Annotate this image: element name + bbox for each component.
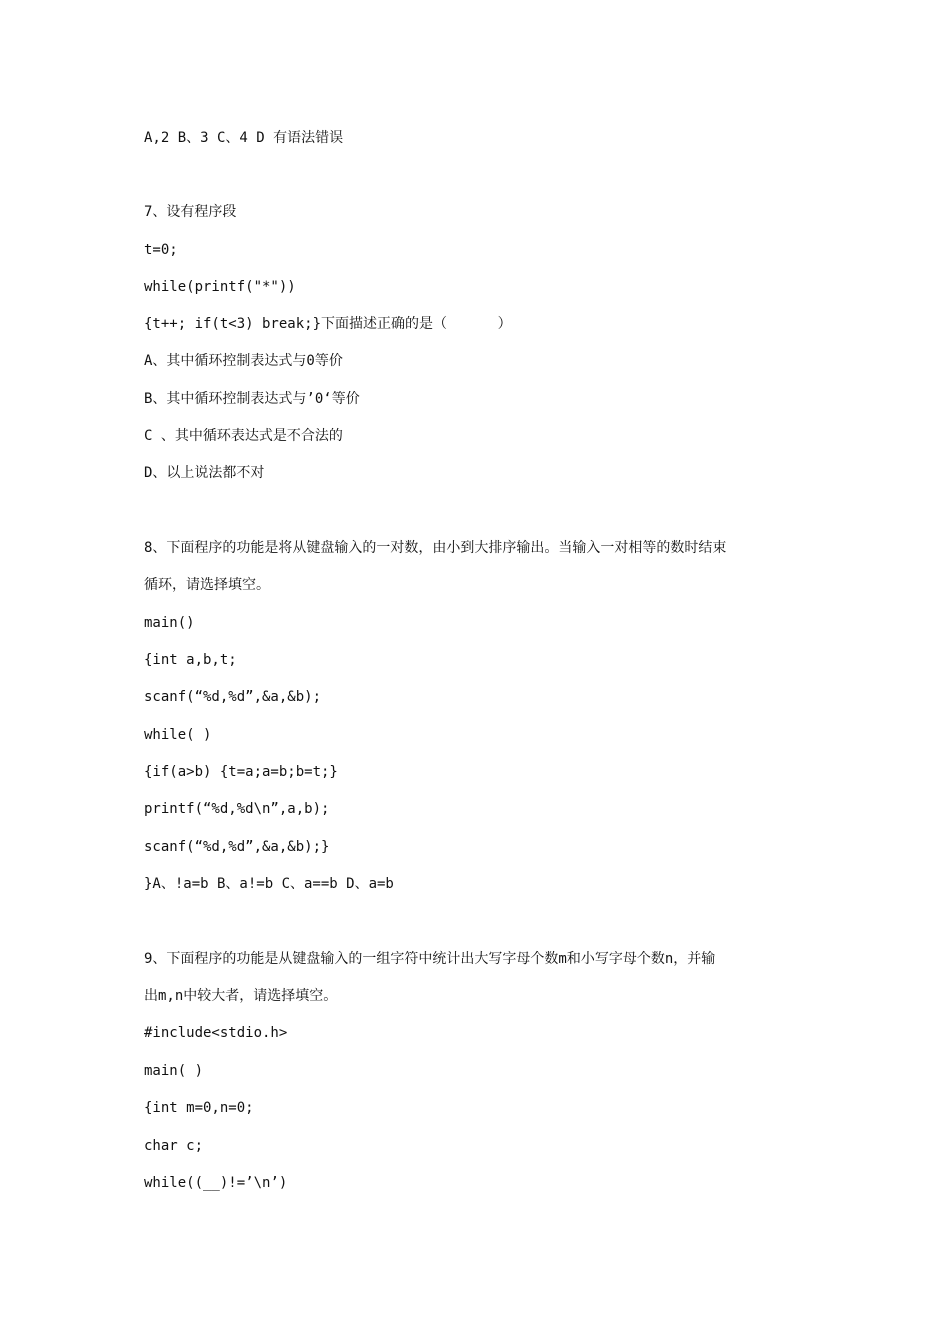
code-line: while( ) <box>144 727 212 743</box>
code-line: {t++; if(t<3) break;}下面描述正确的是（ ） <box>144 316 512 332</box>
code-line: #include<stdio.h> <box>144 1025 288 1041</box>
code-line: main( ) <box>144 1063 204 1079</box>
question-7-title: 7、设有程序段 <box>144 204 237 220</box>
code-line: while(printf("*")) <box>144 279 296 295</box>
option-b: B、其中循环控制表达式与’0‘等价 <box>144 391 360 407</box>
question-8-title: 8、下面程序的功能是将从键盘输入的一对数，由小到大排序输出。当输入一对相等的数时结束 <box>144 540 727 556</box>
code-line: printf(“%d,%d\n”,a,b); <box>144 801 330 817</box>
code-line: {int a,b,t; <box>144 652 237 668</box>
option-c: C 、其中循环表达式是不合法的 <box>144 428 343 444</box>
question-9-title: 9、下面程序的功能是从键盘输入的一组字符中统计出大写字母个数m和小写字母个数n，并输 <box>144 951 716 967</box>
code-line: main() <box>144 615 195 631</box>
answer-options-8: }A、!a=b B、a!=b C、a==b D、a=b <box>144 876 394 892</box>
option-a: A、其中循环控制表达式与0等价 <box>144 353 343 369</box>
code-line: {int m=0,n=0; <box>144 1100 254 1116</box>
code-line: t=0; <box>144 242 178 258</box>
code-line: {if(a>b) {t=a;a=b;b=t;} <box>144 764 338 780</box>
code-line: scanf(“%d,%d”,&a,&b);} <box>144 839 330 855</box>
code-line: char c; <box>144 1138 204 1154</box>
option-d: D、以上说法都不对 <box>144 465 265 481</box>
code-line: scanf(“%d,%d”,&a,&b); <box>144 689 322 705</box>
text-line-answer-options-6: A,2 B、3 C、4 D 有语法错误 <box>144 130 344 146</box>
question-9-title-cont: 出m,n中较大者，请选择填空。 <box>144 988 338 1004</box>
code-line: while((__)!=’\n’) <box>144 1175 288 1191</box>
question-8-title-cont: 循环，请选择填空。 <box>144 577 270 593</box>
